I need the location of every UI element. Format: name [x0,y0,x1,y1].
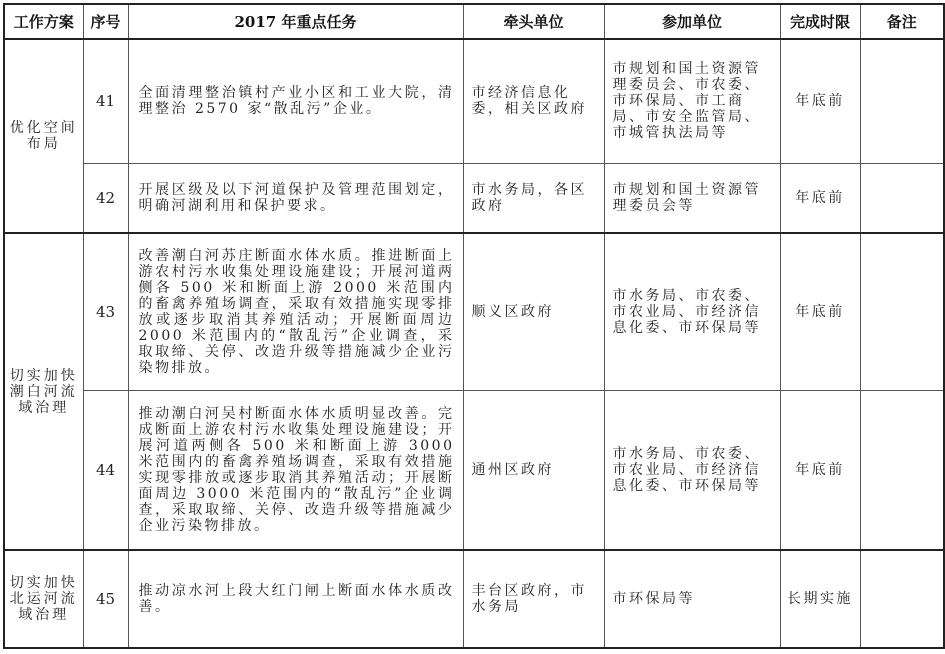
task-cell: 开展区级及以下河道保护及管理范围划定，明确河湖利用和保护要求。 [128,163,463,233]
header-plan: 工作方案 [4,4,83,39]
deadline-cell: 年底前 [780,390,860,550]
row-number: 43 [83,233,128,390]
table-row [4,550,944,648]
table-row [4,39,944,163]
lead-unit-cell: 顺义区政府 [463,233,604,390]
remark-cell [860,163,944,233]
header-participants: 参加单位 [604,4,780,39]
row-number: 44 [83,390,128,550]
deadline-cell: 年底前 [780,233,860,390]
remark-cell [860,550,944,648]
remark-cell [860,390,944,550]
task-cell: 推动潮白河吴村断面水体水质明显改善。完成断面上游农村污水收集处理设施建设；开展河道两侧各 500 米和断面上游 3000 米范围内的畜禽养殖场调查，采取有效措施实现零排放或逐步取消其养殖活动；开展断面周边 3000 米范围内的“散乱污”企业调查，采取取缔、关停、改造升级等措施减少企业污染物排放。 [128,390,463,550]
row-number: 45 [83,550,128,648]
deadline-cell: 年底前 [780,39,860,163]
header-row [4,4,944,39]
plan-cell: 切实加快北运河流域治理 [4,550,83,648]
deadline-cell: 年底前 [780,163,860,233]
plan-cell: 优化空间布局 [4,39,83,233]
participant-units-cell: 市规划和国土资源管理委员会等 [604,163,780,233]
lead-unit-cell: 通州区政府 [463,390,604,550]
remark-cell [860,233,944,390]
key-tasks-table [3,3,945,649]
task-cell: 推动凉水河上段大红门闸上断面水体水质改善。 [128,550,463,648]
lead-unit-cell: 丰台区政府，市水务局 [463,550,604,648]
row-number: 41 [83,39,128,163]
header-task: 2017 年重点任务 [128,4,463,39]
participant-units-cell: 市环保局等 [604,550,780,648]
plan-cell: 切实加快潮白河流域治理 [4,233,83,550]
participant-units-cell: 市规划和国土资源管理委员会、市农委、市环保局、市工商局、市安全监管局、市城管执法局等 [604,39,780,163]
table-row [4,390,944,550]
row-number: 42 [83,163,128,233]
participant-units-cell: 市水务局、市农委、市农业局、市经济信息化委、市环保局等 [604,390,780,550]
participant-units-cell: 市水务局、市农委、市农业局、市经济信息化委、市环保局等 [604,233,780,390]
table-row [4,233,944,390]
lead-unit-cell: 市经济信息化委，相关区政府 [463,39,604,163]
lead-unit-cell: 市水务局，各区政府 [463,163,604,233]
table-row [4,163,944,233]
header-deadline: 完成时限 [780,4,860,39]
header-remark: 备注 [860,4,944,39]
task-cell: 改善潮白河苏庄断面水体水质。推进断面上游农村污水收集处理设施建设；开展河道两侧各 500 米和断面上游 2000 米范围内的畜禽养殖场调查，采取有效措施实现零排放或逐步取消其养殖活动；开展断面周边 2000 米范围内的“散乱污”企业调查，采取取缔、关停、改造升级等措施减少企业污染物排放。 [128,233,463,390]
header-no: 序号 [83,4,128,39]
deadline-cell: 长期实施 [780,550,860,648]
task-cell: 全面清理整治镇村产业小区和工业大院，清理整治 2570 家“散乱污”企业。 [128,39,463,163]
header-lead: 牵头单位 [463,4,604,39]
remark-cell [860,39,944,163]
